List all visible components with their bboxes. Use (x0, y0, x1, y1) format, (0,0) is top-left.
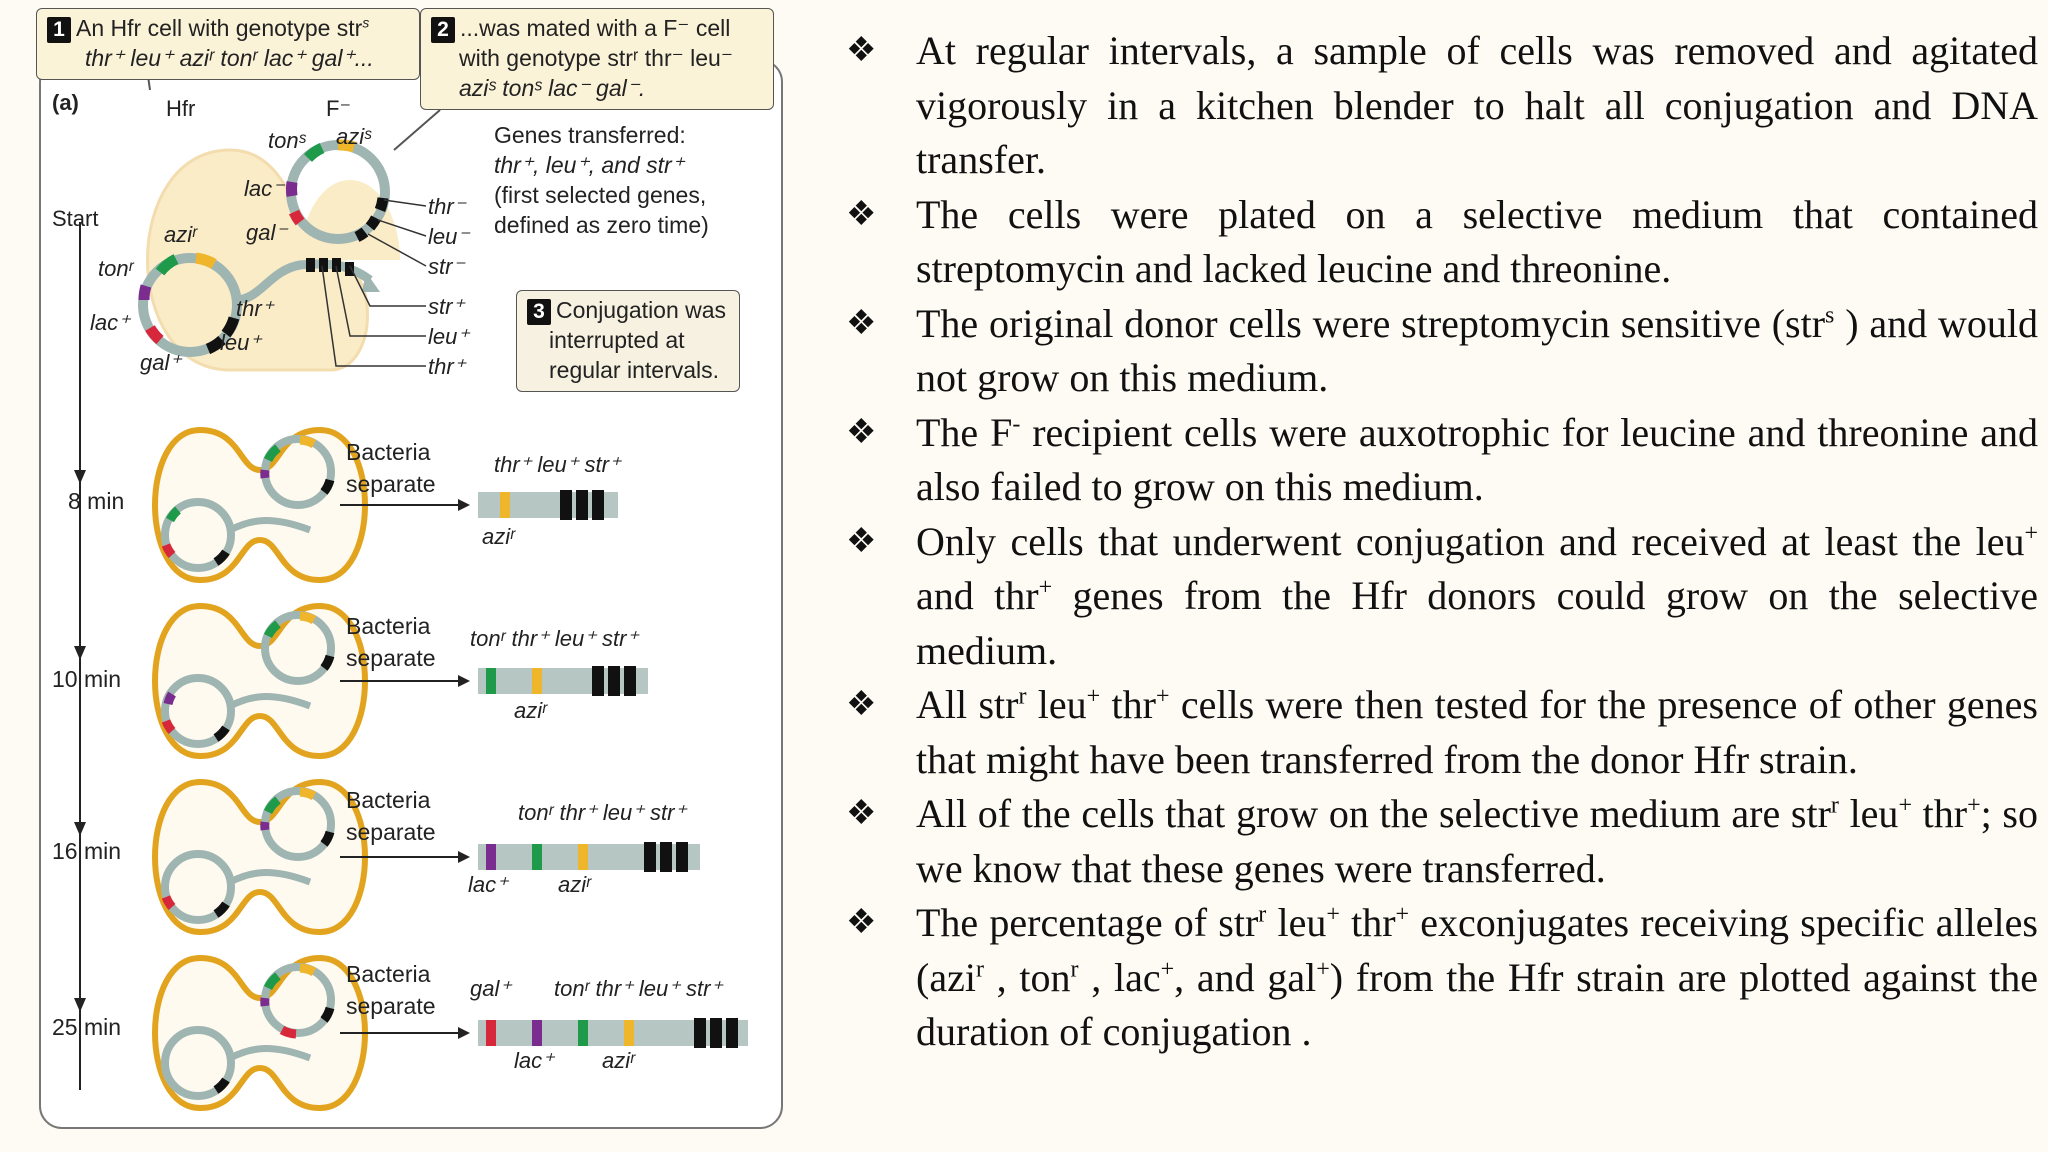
transfer-leu-label: leu⁺ (428, 324, 469, 349)
bullet-text: , lac (1078, 954, 1161, 1000)
f-leu-label: leu⁻ (428, 224, 469, 249)
strip2-top-labels: tonʳ thr⁺ leu⁺ str⁺ (470, 626, 639, 651)
strip4-lac-label: lac⁺ (514, 1048, 554, 1073)
bullet-superscript: + (1395, 901, 1410, 928)
callout3-line2: interrupted at (549, 327, 685, 353)
bullet-text: leu (1266, 900, 1327, 945)
hfr-lac-label: lac⁺ (90, 310, 130, 335)
f-ton-label: tonˢ (268, 128, 306, 153)
bullet-text: thr (1911, 791, 1968, 836)
separate-line2: separate (346, 819, 436, 845)
bullet-diamond-icon: ❖ (846, 686, 877, 723)
strip4-azi-label: aziʳ (602, 1048, 635, 1073)
callout2-line1: ...was mated with a F⁻ cell (460, 15, 731, 41)
genes-transferred-line4: defined as zero time) (494, 212, 709, 238)
time-label-8min: 8 min (68, 488, 125, 514)
bullet-text: thr (1100, 682, 1156, 727)
step-number-3: 3 (527, 299, 551, 325)
separate-line1: Bacteria (346, 961, 431, 987)
bullet-diamond-icon: ❖ (846, 795, 877, 832)
strip3-azi-label: aziʳ (558, 872, 591, 897)
bullet-superscript: + (1316, 956, 1330, 983)
f-minus-label: F⁻ (326, 96, 352, 121)
bullet-superscript: + (2024, 520, 2038, 547)
transfer-thr-label: thr⁺ (428, 354, 466, 379)
bullet-superscript: + (1038, 574, 1053, 601)
callout1-line2: thr⁺ leu⁺ aziʳ tonʳ lac⁺ gal⁺... (85, 45, 374, 71)
bullet-text: All of the cells that grow on the selective medium are str (916, 791, 1831, 836)
bullet-superscript: r (1070, 956, 1079, 983)
bullet-text: cells were then tested for the presence of other genes that might have been transferred from the donor Hfr strain. (916, 682, 2038, 782)
bullet-text: , and gal (1174, 954, 1317, 1000)
bullet-superscript: + (1898, 792, 1912, 819)
callout-hfr-genotype (36, 8, 420, 80)
callout2-line2: with genotype strʳ thr⁻ leu⁻ (459, 45, 733, 71)
panel-label: (a) (52, 90, 79, 115)
bullet-superscript: + (1967, 792, 1981, 819)
bullet-superscript: + (1326, 901, 1340, 928)
bullet-item (846, 297, 2038, 406)
genes-transferred-line3: (first selected genes, (494, 182, 707, 208)
bullet-text: The original donor cells were streptomycin sensitive (str (916, 300, 1826, 346)
strip4-top-labels: tonʳ thr⁺ leu⁺ str⁺ (554, 976, 723, 1001)
callout3-line3: regular intervals. (549, 357, 720, 383)
bullet-item (846, 515, 2038, 679)
callout1-line1: An Hfr cell with genotype str (76, 15, 363, 41)
bullet-diamond-icon: ❖ (846, 522, 877, 560)
bullet-text: genes from the Hfr donors could grow on the selective medium. (916, 573, 2038, 673)
bullet-item (846, 787, 2038, 896)
bullet-text: , ton (983, 954, 1071, 1000)
bacteria-separate-label (346, 784, 436, 848)
bullet-text: The cells were plated on a selective medium that contained streptomycin and lacked leucine and threonine. (916, 191, 2038, 291)
bullet-superscript: s (1825, 302, 1835, 329)
transfer-str-label: str⁺ (428, 294, 465, 319)
genes-transferred (494, 120, 709, 240)
bullet-text: All str (916, 682, 1019, 727)
callout-interrupted (516, 290, 740, 392)
bullet-text: leu (1026, 682, 1087, 727)
bullet-text: and thr (916, 573, 1039, 618)
hfr-gal-label: gal⁺ (140, 350, 181, 375)
bullet-text: Only cells that underwent conjugation and received at least the leu (916, 518, 2025, 564)
f-str-label: str⁻ (428, 254, 465, 279)
bullet-text: ) from the Hfr strain are plotted against the duration of conjugation . (916, 954, 2038, 1054)
bullet-diamond-icon: ❖ (846, 904, 877, 941)
bullet-text: ) and would not grow on this medium. (916, 300, 2038, 400)
strip2-azi-label: aziʳ (514, 698, 547, 723)
bullet-superscript: r (1258, 901, 1267, 928)
bullet-text: The percentage of str (916, 900, 1259, 945)
hfr-lac-marker (144, 286, 146, 300)
bullet-superscript: r (975, 956, 984, 983)
conjugation-figure (0, 0, 820, 1152)
f-lac-label: lac⁻ (244, 176, 284, 201)
f-gal-marker (294, 212, 300, 222)
callout3-line1: Conjugation was (556, 297, 727, 323)
separate-line2: separate (346, 993, 436, 1019)
strip1-top-labels: thr⁺ leu⁺ str⁺ (494, 452, 621, 477)
step-number-1: 1 (47, 17, 71, 43)
bullet-item (846, 678, 2038, 787)
bullet-superscript: + (1155, 683, 1170, 710)
bullet-text: ; so we know that these genes were transferred. (916, 791, 2038, 891)
bullet-diamond-icon: ❖ (846, 304, 877, 342)
hfr-azi-label: aziʳ (164, 222, 197, 247)
strip4-gal-label: gal⁺ (470, 976, 511, 1001)
bullet-superscript: + (1160, 956, 1175, 983)
bacteria-separate-label (346, 610, 436, 674)
strip1-azi-label: aziʳ (482, 524, 515, 549)
bullet-text: recipient cells were auxotrophic for leucine and threonine and also failed to grow on this medium. (916, 409, 2038, 509)
bullet-text: leu (1838, 791, 1899, 836)
hfr-label: Hfr (166, 96, 196, 121)
f-thr-label: thr⁻ (428, 194, 466, 219)
separate-line1: Bacteria (346, 613, 431, 639)
separate-line1: Bacteria (346, 787, 431, 813)
time-label-16min: 16 min (52, 838, 122, 864)
bullet-diamond-icon: ❖ (846, 195, 877, 233)
hfr-azi-marker (196, 258, 214, 264)
callout1-sup: s (362, 15, 370, 31)
bullet-superscript: r (1018, 683, 1027, 710)
bullet-text: exconjugates receiving specific alleles (azi (916, 900, 2038, 1000)
hfr-ton-label: tonʳ (98, 256, 134, 281)
time-label-10min: 10 min (52, 666, 122, 692)
hfr-leu-label: leu⁺ (220, 330, 261, 355)
genes-transferred-title: Genes transferred: (494, 122, 686, 148)
bullet-superscript: - (1012, 411, 1021, 438)
separate-line2: separate (346, 471, 436, 497)
bullet-list (846, 24, 2038, 1060)
f-lac-marker (291, 182, 292, 196)
genes-transferred-line2: thr⁺, leu⁺, and str⁺ (494, 152, 684, 178)
bullet-item (846, 406, 2038, 515)
start-label: Start (52, 206, 99, 231)
strip3-lac-label: lac⁺ (468, 872, 508, 897)
bullet-diamond-icon: ❖ (846, 32, 877, 69)
bullet-item (846, 188, 2038, 297)
callout2-line3: aziˢ tonˢ lac⁻ gal⁻. (459, 75, 646, 101)
bullet-superscript: r (1830, 792, 1839, 819)
bullet-text: The F (916, 409, 1013, 455)
hfr-thr-label: thr⁺ (236, 296, 274, 321)
strip3-top-labels: tonʳ thr⁺ leu⁺ str⁺ (518, 800, 687, 825)
f-gal-label: gal⁻ (246, 220, 287, 245)
bullet-superscript: + (1086, 683, 1101, 710)
bullet-text: At regular intervals, a sample of cells was removed and agitated vigorously in a kitchen blender to halt all conjugation and DNA transfer. (916, 28, 2038, 182)
f-azi-label: aziˢ (336, 124, 372, 149)
bacteria-separate-label (346, 436, 436, 500)
bullet-text: thr (1339, 900, 1396, 945)
time-label-25min: 25 min (52, 1014, 122, 1040)
step-number-2: 2 (431, 17, 455, 43)
bacteria-separate-label (346, 958, 436, 1022)
separate-line1: Bacteria (346, 439, 431, 465)
bullet-item (846, 24, 2038, 188)
bullet-item (846, 896, 2038, 1060)
separate-line2: separate (346, 645, 436, 671)
callout-f-minus-genotype (420, 8, 774, 110)
bullet-diamond-icon: ❖ (846, 413, 877, 451)
